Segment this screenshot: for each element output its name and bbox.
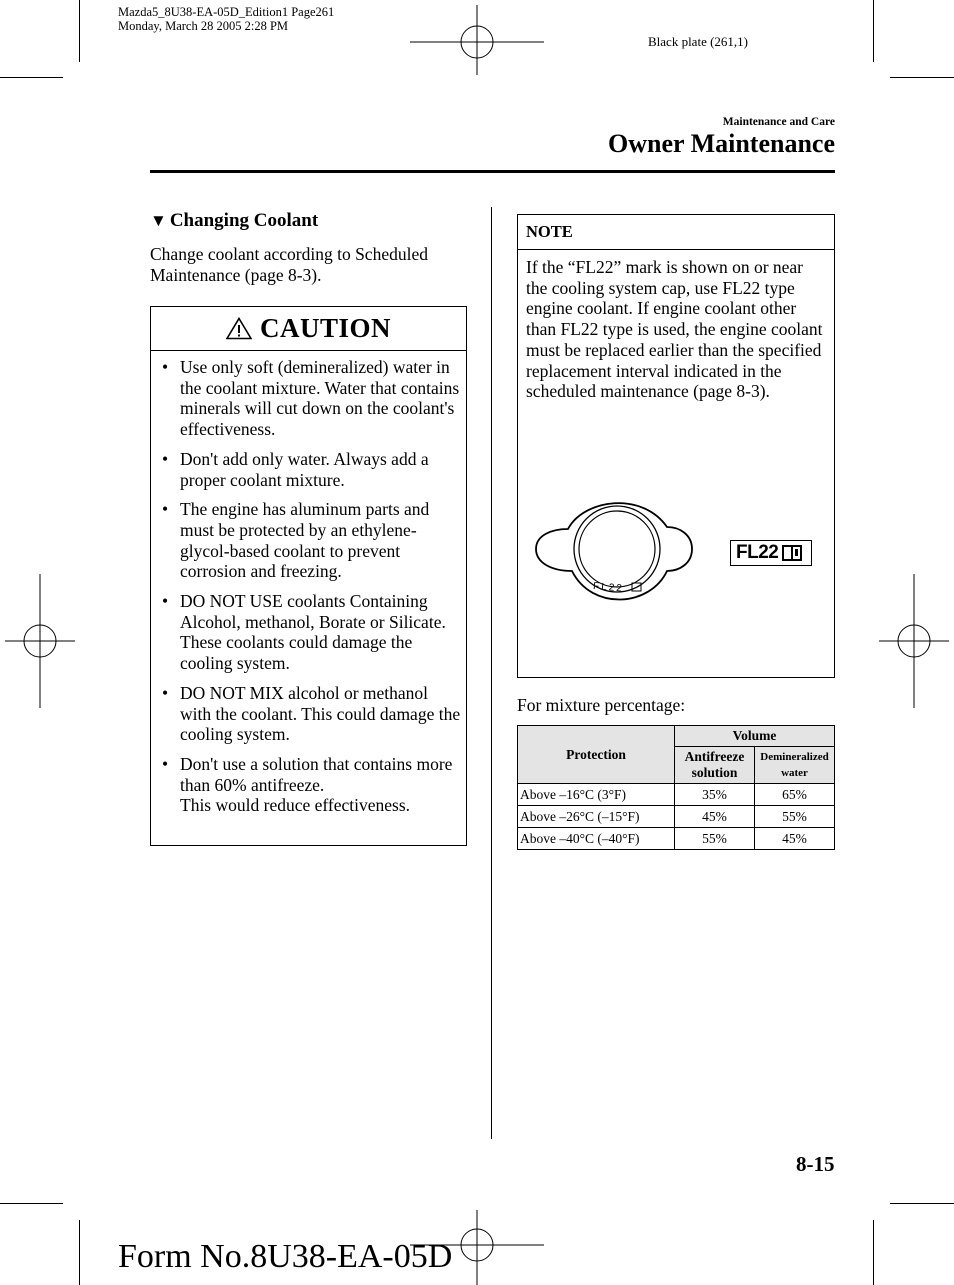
table-row xyxy=(518,806,835,828)
bullet-icon: • xyxy=(162,357,169,377)
mixture-label: For mixture percentage: xyxy=(517,695,686,715)
book-icon xyxy=(781,543,803,563)
intro-paragraph: Change coolant according to Scheduled Maintenance (page 8-3). xyxy=(150,244,428,285)
note-text: If the “FL22” mark is shown on or near the cooling system cap, use FL22 type engine coolant. If engine coolant other than FL22 type is used, the engine coolant must be replaced earlier than the specified replacement interval indicated in the scheduled maintenance (page 8-3). xyxy=(526,257,823,402)
radiator-cap-illustration xyxy=(532,489,702,619)
bullet-icon: • xyxy=(162,448,169,469)
table-row xyxy=(518,828,835,850)
note-box xyxy=(517,214,835,678)
caution-header xyxy=(151,307,466,351)
header-antifreeze: Antifreeze solution xyxy=(675,747,755,784)
section-heading-text: Changing Coolant xyxy=(169,210,319,231)
print-info-file: Mazda5_8U38-EA-05D_Edition1 Page261 xyxy=(118,5,335,19)
caution-item: • DO NOT USE coolants Containing Alcohol, methanol, Borate or Silicate. These coolants could damage the cooling system. xyxy=(162,591,446,674)
bullet-icon: • xyxy=(162,591,169,612)
cap-fl22-mark: FL22 xyxy=(592,580,625,595)
page-title: Owner Maintenance xyxy=(608,129,835,158)
fl22-badge-text: FL22 xyxy=(736,542,779,563)
registration-mark-top xyxy=(410,5,544,75)
print-info xyxy=(118,5,334,33)
cell-antifreeze: 35% xyxy=(675,784,755,806)
cell-water: 65% xyxy=(755,784,835,806)
header-volume: Volume xyxy=(675,726,835,747)
header-rule xyxy=(150,170,835,173)
header-protection: Protection xyxy=(518,726,675,784)
caution-item: • Don't add only water. Always add a proper coolant mixture. xyxy=(162,448,429,490)
note-title: NOTE xyxy=(518,215,834,250)
caution-title: CAUTION xyxy=(259,313,391,343)
registration-mark-right xyxy=(879,574,949,708)
header-water: Demineralized water xyxy=(755,747,835,784)
print-info-date: Monday, March 28 2005 2:28 PM xyxy=(118,19,289,33)
fl22-badge xyxy=(730,540,812,566)
warning-triangle-icon xyxy=(226,317,252,340)
plate-label: Black plate (261,1) xyxy=(648,34,748,49)
cell-protection: Above –40°C (–40°F) xyxy=(518,828,675,850)
bullet-icon: • xyxy=(162,753,169,774)
cell-antifreeze: 45% xyxy=(675,806,755,828)
cell-water: 55% xyxy=(755,806,835,828)
page-number: 8-15 xyxy=(796,1152,835,1176)
caution-list xyxy=(162,357,462,825)
mixture-table xyxy=(517,725,835,850)
cell-protection: Above –16°C (3°F) xyxy=(518,784,675,806)
bullet-icon: • xyxy=(162,682,169,703)
caution-box xyxy=(150,306,467,846)
form-number: Form No.8U38-EA-05D xyxy=(118,1238,453,1275)
section-name: Maintenance and Care xyxy=(722,116,835,128)
registration-mark-left xyxy=(5,574,75,708)
column-divider xyxy=(491,207,492,1139)
section-heading xyxy=(150,210,318,232)
cell-antifreeze: 55% xyxy=(675,828,755,850)
triangle-marker-icon: ▼ xyxy=(150,211,167,230)
bullet-icon: • xyxy=(162,499,169,520)
caution-item: • Use only soft (demineralized) water in the coolant mixture. Water that contains minerals will cut down on the coolant's effectiveness. xyxy=(162,357,460,440)
cell-protection: Above –26°C (–15°F) xyxy=(518,806,675,828)
caution-item: • DO NOT MIX alcohol or methanol with the coolant. This could damage the cooling system. xyxy=(162,682,461,745)
cell-water: 45% xyxy=(755,828,835,850)
caution-item: • Don't use a solution that contains more than 60% antifreeze. This would reduce effectiveness. xyxy=(162,753,453,816)
table-row xyxy=(518,784,835,806)
caution-item: • The engine has aluminum parts and must be protected by an ethylene-glycol-based coolant to prevent corrosion and freezing. xyxy=(162,499,430,582)
